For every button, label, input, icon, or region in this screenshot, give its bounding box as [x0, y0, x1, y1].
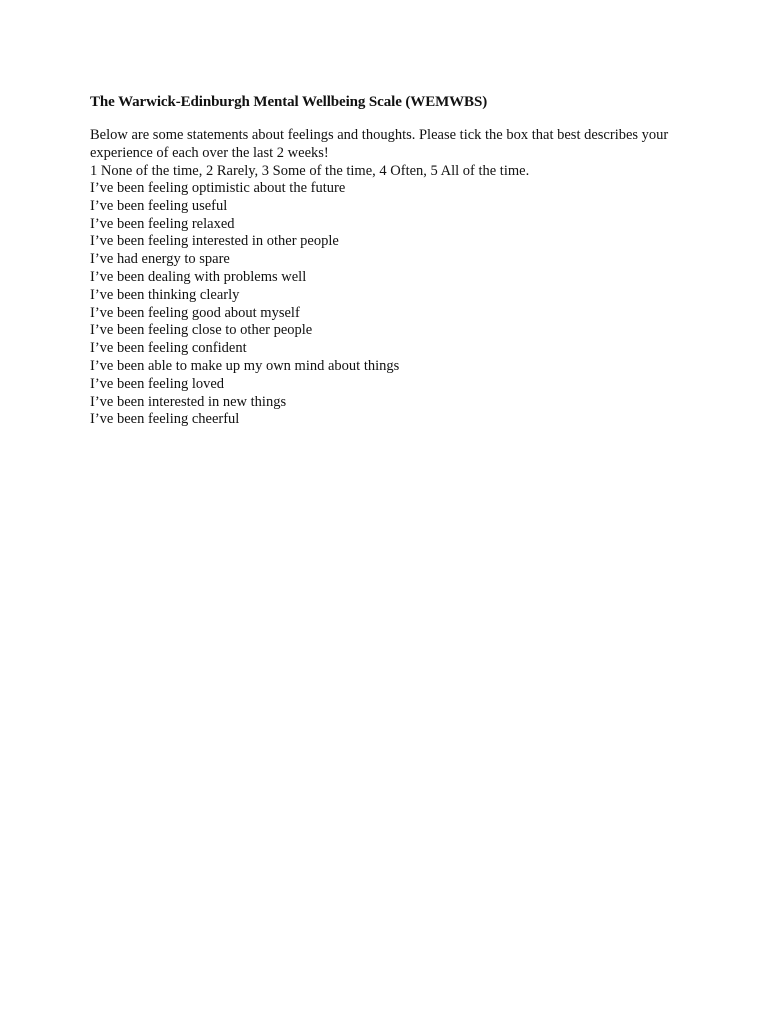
- statement-item: I’ve had energy to spare: [90, 251, 230, 268]
- statement-item: I’ve been feeling good about myself: [90, 304, 300, 321]
- statement-item: I’ve been feeling interested in other people: [90, 233, 339, 250]
- statement-item: I’ve been feeling loved: [90, 375, 225, 392]
- document-page: [90, 92, 710, 429]
- statement-item: I’ve been feeling cheerful: [90, 411, 240, 428]
- statement-item: I’ve been feeling useful: [90, 197, 228, 214]
- statement-item: I’ve been thinking clearly: [90, 286, 240, 303]
- statement-item: I’ve been able to make up my own mind about things: [90, 357, 400, 374]
- scale-legend: 1 None of the time, 2 Rarely, 3 Some of the time, 4 Often, 5 All of the time.: [90, 163, 530, 179]
- document-title: The Warwick-Edinburgh Mental Wellbeing Scale (WEMWBS): [90, 94, 488, 110]
- statement-list: [90, 180, 710, 429]
- statement-item: I’ve been interested in new things: [90, 393, 287, 410]
- statement-item: I’ve been feeling confident: [90, 340, 247, 357]
- statement-item: I’ve been feeling relaxed: [90, 215, 235, 232]
- statement-item: I’ve been feeling close to other people: [90, 322, 313, 339]
- statement-item: I’ve been feeling optimistic about the future: [90, 180, 346, 196]
- intro-text: Below are some statements about feelings and thoughts. Please tick the box that best describes your experience of each over the last 2 weeks!: [90, 127, 669, 161]
- statement-item: I’ve been dealing with problems well: [90, 268, 307, 285]
